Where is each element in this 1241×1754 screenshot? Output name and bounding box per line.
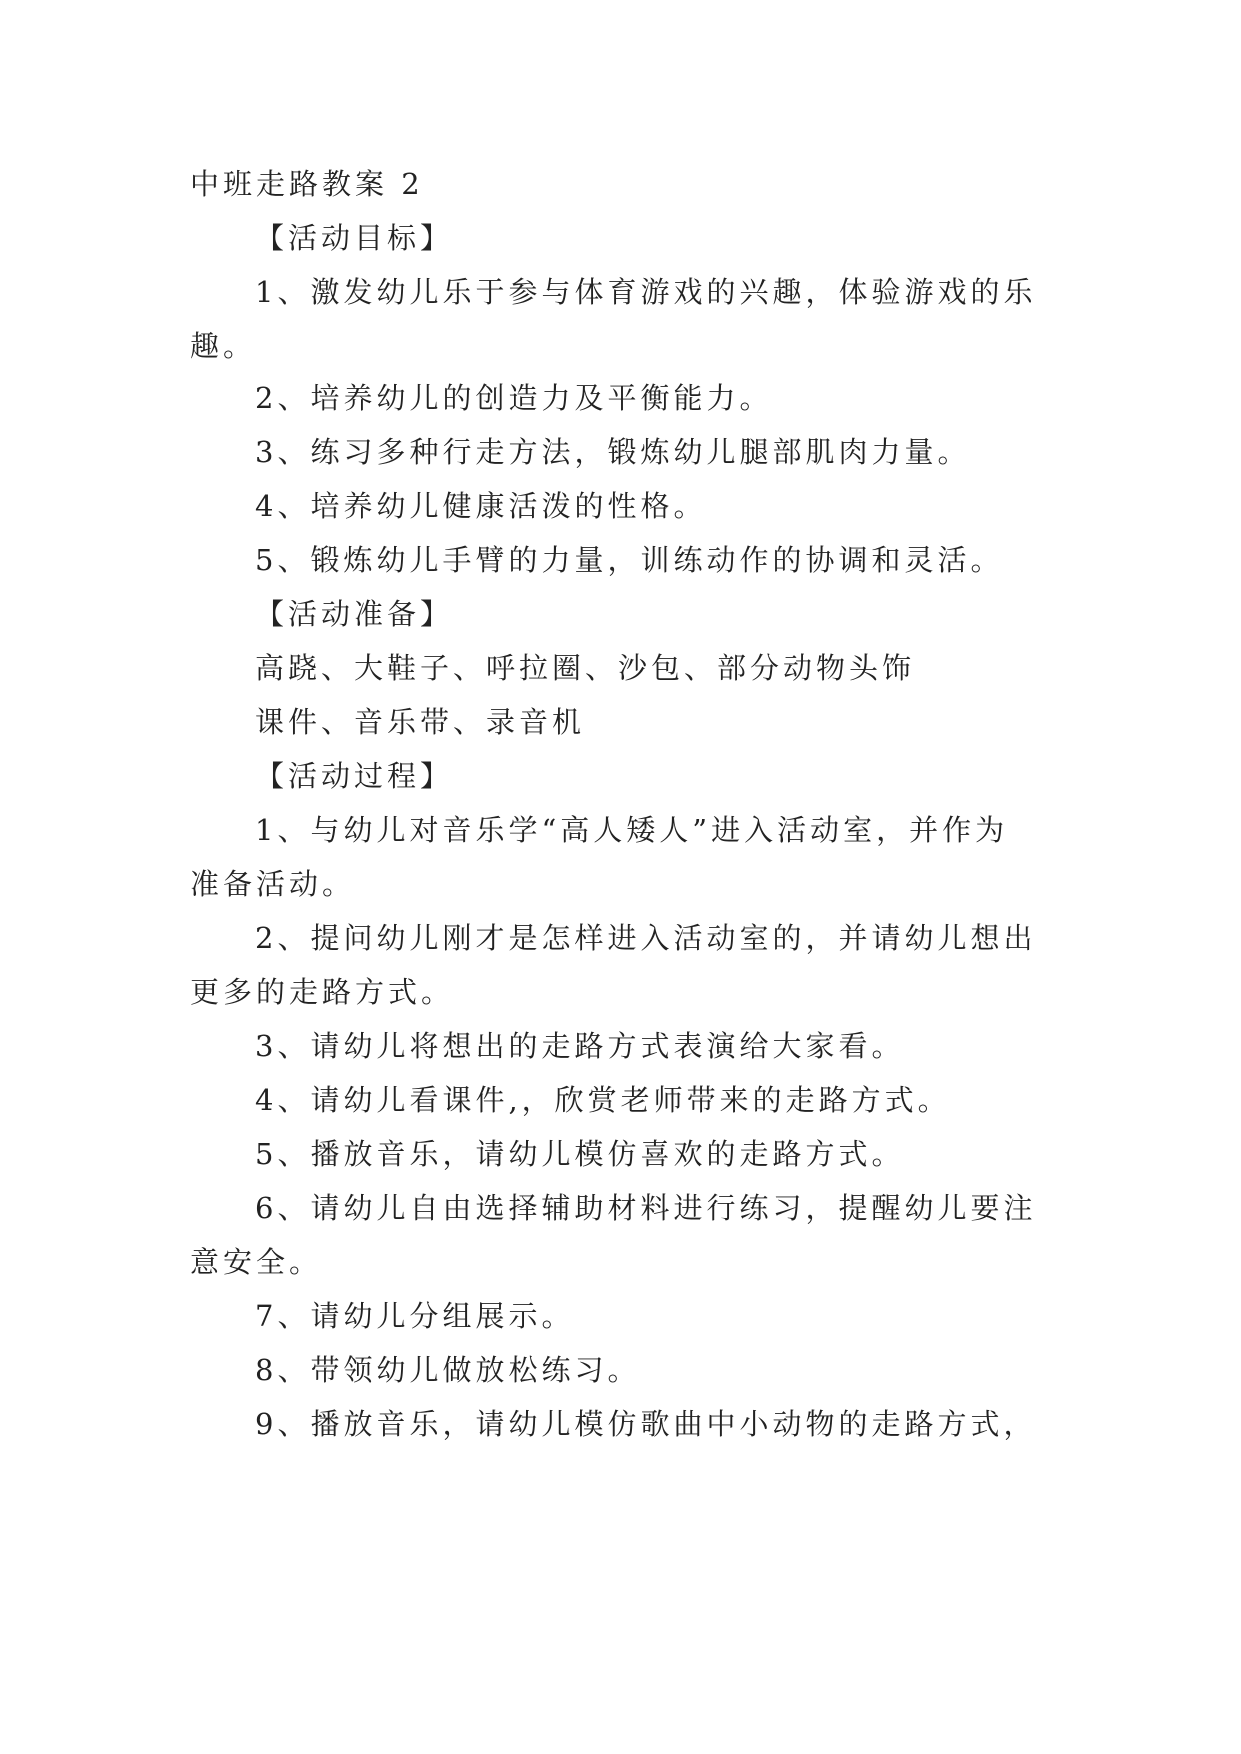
goal-item-3: 3、练习多种行走方法，锻炼幼儿腿部肌肉力量。 [255, 435, 971, 469]
process-item-4: 4、请幼儿看课件,，欣赏老师带来的走路方式。 [255, 1083, 951, 1117]
process-item-2-continuation: 更多的走路方式。 [190, 975, 455, 1009]
goal-item-5: 5、锻炼幼儿手臂的力量，训练动作的协调和灵活。 [255, 543, 1004, 577]
process-item-6: 6、请幼儿自由选择辅助材料进行练习，提醒幼儿要注 [255, 1191, 1037, 1225]
process-item-7: 7、请幼儿分组展示。 [255, 1299, 575, 1333]
process-item-6-continuation: 意安全。 [190, 1245, 323, 1279]
prep-item-1: 高跷、大鞋子、呼拉圈、沙包、部分动物头饰 [255, 651, 916, 685]
document-title: 中班走路教案 2 [190, 167, 424, 201]
process-item-1: 1、与幼儿对音乐学“高人矮人”进入活动室，并作为 [255, 813, 1009, 847]
process-item-3: 3、请幼儿将想出的走路方式表演给大家看。 [255, 1029, 905, 1063]
process-item-8: 8、带领幼儿做放松练习。 [255, 1353, 641, 1387]
process-item-2: 2、提问幼儿刚才是怎样进入活动室的，并请幼儿想出 [255, 921, 1037, 955]
process-item-1-continuation: 准备活动。 [190, 867, 356, 901]
goal-item-2: 2、培养幼儿的创造力及平衡能力。 [255, 381, 773, 415]
goal-item-4: 4、培养幼儿健康活泼的性格。 [255, 489, 707, 523]
goal-item-1: 1、激发幼儿乐于参与体育游戏的兴趣，体验游戏的乐 [255, 275, 1037, 309]
section-heading-goals: 【活动目标】 [255, 221, 454, 255]
goal-item-1-continuation: 趣。 [190, 329, 257, 363]
section-heading-prep: 【活动准备】 [255, 597, 454, 631]
prep-item-2: 课件、音乐带、录音机 [255, 705, 586, 739]
section-heading-process: 【活动过程】 [255, 759, 454, 793]
process-item-5: 5、播放音乐，请幼儿模仿喜欢的走路方式。 [255, 1137, 905, 1171]
process-item-9: 9、播放音乐，请幼儿模仿歌曲中小动物的走路方式， [255, 1407, 1037, 1441]
